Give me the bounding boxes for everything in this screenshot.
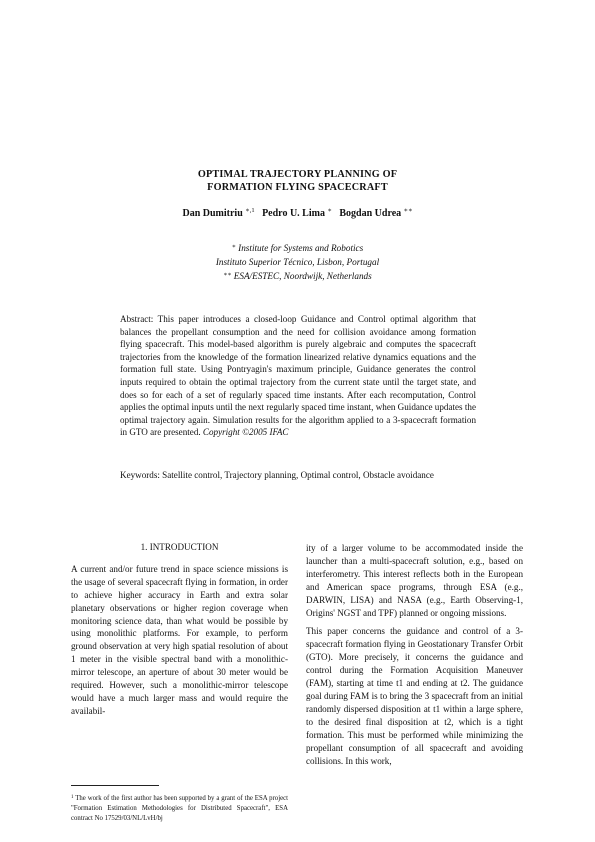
author-mark: ∗∗ — [403, 207, 413, 214]
title-line-2: FORMATION FLYING SPACECRAFT — [207, 182, 388, 193]
author-mark: ∗ — [327, 207, 332, 214]
affiliations — [0, 241, 595, 283]
author-name: Pedro U. Lima — [262, 208, 325, 219]
keywords: Keywords: Satellite control, Trajectory planning, Optimal control, Obstacle avoidance — [120, 470, 434, 480]
affiliation-line: Instituto Superior Técnico, Lisbon, Portugal — [215, 257, 380, 267]
right-column — [306, 542, 523, 773]
affiliation-line: ∗∗ ESA/ESTEC, Noordwijk, Netherlands — [223, 271, 372, 281]
copyright-notice: Copyright ©2005 IFAC — [202, 427, 289, 438]
author-list — [0, 206, 595, 219]
title-line-1: OPTIMAL TRAJECTORY PLANNING OF — [197, 169, 398, 180]
body-paragraph: ity of a larger volume to be accommodated inside the launcher than a multi-spacecraft solution, e.g., based on interferometry. This interest reflects both in the European and American space programs, through ESA (e.g., DARWIN, LISA) and NASA (e.g., Earth Observing-1, Origins' NGST and TPF) planned or ongoing missions. — [306, 543, 523, 618]
author-mark: ∗,1 — [245, 207, 255, 214]
abstract-label: Abstract: — [120, 314, 154, 324]
abstract — [120, 313, 476, 439]
body-paragraph: A current and/or future trend in space science missions is the usage of several spacecraft flying in formation, in order to achieve higher accuracy in Earth and extra solar planetary observations or higher region coverage when monitoring science data, than what would be possible by using monolithic platforms. For example, to perform ground observation at very high spatial resolution of about 1 meter in the visible spectral band with a monolithic-mirror telescope, an aperture of about 30 meter would be required. However, such a monolithic-mirror telescope would have a much larger mass and would require the availabil- — [71, 563, 288, 716]
author-name: Bogdan Udrea — [339, 208, 402, 219]
affiliation-line: ∗ Institute for Systems and Robotics — [231, 243, 364, 253]
author-name: Dan Dumitriu — [182, 208, 243, 219]
left-column — [71, 541, 288, 724]
section-heading: 1. INTRODUCTION — [140, 542, 219, 552]
footnote-text: The work of the first author has been supported by a grant of the ESA project "Formation Estimation Methodologies for Distributed Spacecraft", ESA contract No 17529/03/NL/LvH/bj — [71, 795, 288, 822]
footnote-mark: 1 — [71, 795, 74, 800]
paper-title — [0, 168, 595, 194]
footnote — [71, 793, 288, 824]
body-paragraph: This paper concerns the guidance and control of a 3-spacecraft formation flying in Geostationary Transfer Orbit (GTO). More precisely, it concerns the guidance and control during the Formation Acquisition Maneuver (FAM), starting at time t1 and ending at t2. The guidance goal during FAM is to bring the 3 spacecraft from an initial randomly dispersed disposition at t1 within a large sphere, to the desired final disposition at t2, which is a tight formation. This must be performed while minimizing the propellant consumption of all spacecraft and avoiding collisions. In this work, — [306, 626, 523, 766]
footnote-divider — [71, 785, 159, 786]
abstract-body: This paper introduces a closed-loop Guidance and Control optimal algorithm that balances the propellant consumption and the need for collision avoidance among formation flying spacecraft. This model-based algorithm is purely algebraic and computes the spacecraft trajectories from the knowledge of the formation linearized relative dynamics equations and the formation full state. Using Pontryagin's maximum principle, Guidance generates the control inputs required to obtain the optimal trajectory from the current state until the target state, and does so for each of a set of regularly spaced time instants. After each recomputation, Control applies the optimal inputs until the next regularly spaced time instant, when Guidance updates the optimal trajectory again. Simulation results for the algorithm applied to a 3-spacecraft formation in GTO are presented. — [120, 314, 476, 438]
